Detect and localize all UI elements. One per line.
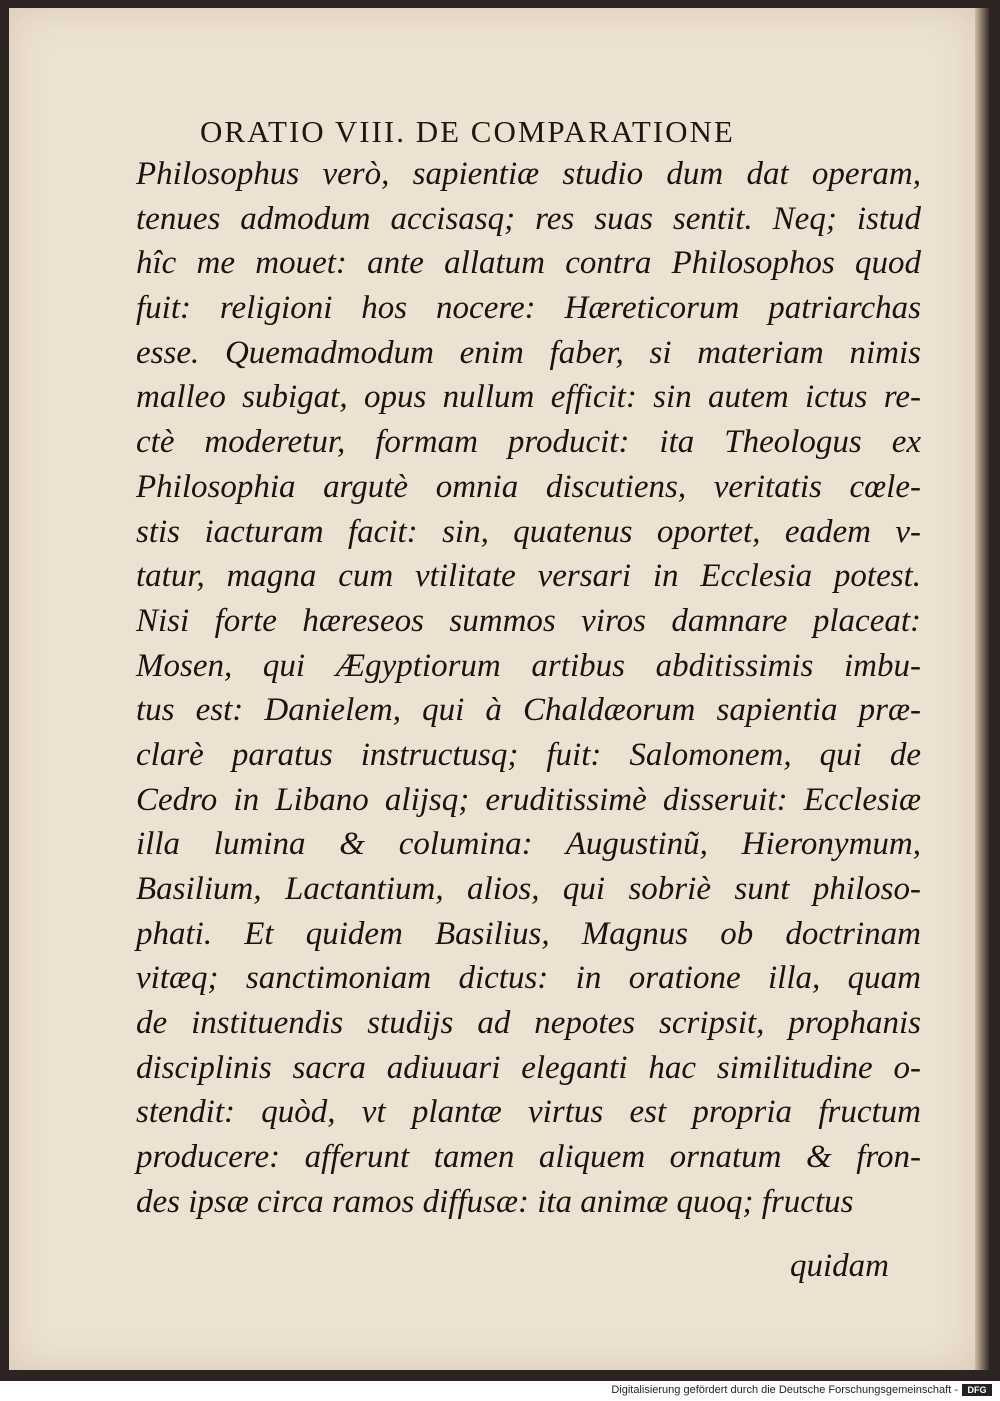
footer-bar: [0, 1381, 1000, 1401]
text-line: stendit: quòd, vt plantæ virtus est propria fructum: [136, 1094, 921, 1131]
text-line: illa lumina & columina: Augustinũ, Hieronymum,: [136, 826, 921, 863]
page-edge: [975, 8, 989, 1370]
text-block: [136, 152, 921, 1225]
text-line: des ipsæ circa ramos diffusæ: ita animæ quoq; fructus: [136, 1183, 854, 1220]
text-line: de instituendis studijs ad nepotes scripsit, prophanis: [136, 1005, 921, 1042]
text-line: Philosophus verò, sapientiæ studio dum dat operam,: [136, 156, 921, 192]
text-line: esse. Quemadmodum enim faber, si materiam nimis: [136, 334, 921, 371]
text-line: Mosen, qui Ægyptiorum artibus abditissimis imbu-: [136, 647, 921, 684]
text-line: tus est: Danielem, qui à Chaldæorum sapientia præ-: [136, 692, 921, 729]
text-line: clarè paratus instructusq; fuit: Salomonem, qui de: [136, 736, 921, 773]
text-line: stis iacturam facit: sin, quatenus oportet, eadem v-: [136, 513, 921, 550]
text-line: tenues admodum accisasq; res suas sentit. Neq; istud: [136, 200, 921, 237]
text-line: malleo subigat, opus nullum efficit: sin autem ictus re-: [136, 379, 921, 416]
text-line: vitæq; sanctimoniam dictus: in oratione illa, quam: [136, 960, 921, 997]
text-line: phati. Et quidem Basilius, Magnus ob doctrinam: [136, 915, 921, 952]
running-head: ORATIO VIII. DE COMPARATIONE: [200, 114, 735, 149]
text-line: hîc me mouet: ante allatum contra Philosophos quod: [136, 245, 921, 282]
text-line: ctè moderetur, formam producit: ita Theologus ex: [136, 424, 921, 461]
text-line: tatur, magna cum vtilitate versari in Ecclesia potest.: [136, 558, 921, 595]
text-line: Nisi forte hæreseos summos viros damnare placeat:: [136, 602, 921, 639]
text-line: Basilium, Lactantium, alios, qui sobriè sunt philoso-: [136, 871, 921, 907]
funding-credit: Digitalisierung gefördert durch die Deutsche Forschungsgemeinschaft -: [611, 1384, 958, 1396]
text-line: producere: afferunt tamen aliquem ornatum & fron-: [136, 1139, 921, 1176]
text-line: fuit: religioni hos nocere: Hæreticorum patriarchas: [136, 290, 921, 327]
catchword: quidam: [790, 1248, 889, 1284]
text-line: disciplinis sacra adiuuari eleganti hac similitudine o-: [136, 1049, 921, 1086]
text-line: Cedro in Libano alijsq; eruditissimè disseruit: Ecclesiæ: [136, 781, 921, 818]
dfg-logo: DFG: [962, 1384, 992, 1396]
text-line: Philosophia argutè omnia discutiens, veritatis cœle-: [136, 468, 921, 505]
